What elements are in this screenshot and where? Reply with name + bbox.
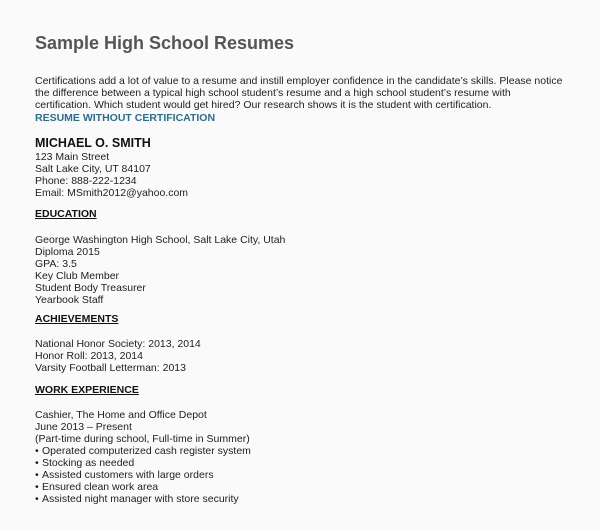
job-dates: June 2013 – Present bbox=[35, 421, 132, 433]
job-bullet: • Assisted night manager with store security bbox=[35, 493, 239, 505]
job-bullet: • Assisted customers with large orders bbox=[35, 469, 214, 481]
achievements-block bbox=[35, 338, 201, 374]
education-block bbox=[35, 234, 285, 306]
work-experience-heading: WORK EXPERIENCE bbox=[35, 384, 139, 396]
education-line: Student Body Treasurer bbox=[35, 282, 146, 294]
achievement-line: Honor Roll: 2013, 2014 bbox=[35, 350, 143, 362]
achievement-line: Varsity Football Letterman: 2013 bbox=[35, 362, 186, 374]
phone: Phone: 888-222-1234 bbox=[35, 175, 137, 187]
address-city: Salt Lake City, UT 84107 bbox=[35, 163, 151, 175]
job-schedule: (Part-time during school, Full-time in Summer) bbox=[35, 433, 250, 445]
email: Email: MSmith2012@yahoo.com bbox=[35, 187, 189, 199]
bullet-icon: • bbox=[35, 457, 39, 469]
education-line: GPA: 3.5 bbox=[35, 258, 77, 270]
address-street: 123 Main Street bbox=[35, 151, 110, 163]
job-bullet: • Stocking as needed bbox=[35, 457, 135, 469]
bullet-icon: • bbox=[35, 445, 39, 457]
intro-paragraph: Certifications add a lot of value to a resume and instill employer confidence in the candidate’s skills. Please notice the difference between a typical high school student’s resume and a high school student’s resume with certification. Which student would get hired? Our research shows it is the student with certification. bbox=[35, 75, 563, 111]
job-bullet: • Operated computerized cash register system bbox=[35, 445, 251, 457]
education-heading: EDUCATION bbox=[35, 208, 97, 220]
page-title: Sample High School Resumes bbox=[35, 33, 295, 53]
achievements-heading: ACHIEVEMENTS bbox=[35, 313, 119, 325]
bullet-icon: • bbox=[35, 493, 39, 505]
subheading-resume-without-certification: RESUME WITHOUT CERTIFICATION bbox=[35, 112, 216, 124]
job-bullet: • Ensured clean work area bbox=[35, 481, 159, 493]
contact-block bbox=[35, 151, 188, 199]
resume-name: MICHAEL O. SMITH bbox=[35, 136, 151, 150]
work-experience-block bbox=[35, 409, 251, 505]
education-line: Diploma 2015 bbox=[35, 246, 100, 258]
job-title: Cashier, The Home and Office Depot bbox=[35, 409, 207, 421]
education-line: Yearbook Staff bbox=[35, 294, 104, 306]
achievement-line: National Honor Society: 2013, 2014 bbox=[35, 338, 201, 350]
bullet-icon: • bbox=[35, 469, 39, 481]
education-line: George Washington High School, Salt Lake City, Utah bbox=[35, 234, 286, 246]
education-line: Key Club Member bbox=[35, 270, 120, 282]
bullet-icon: • bbox=[35, 481, 39, 493]
